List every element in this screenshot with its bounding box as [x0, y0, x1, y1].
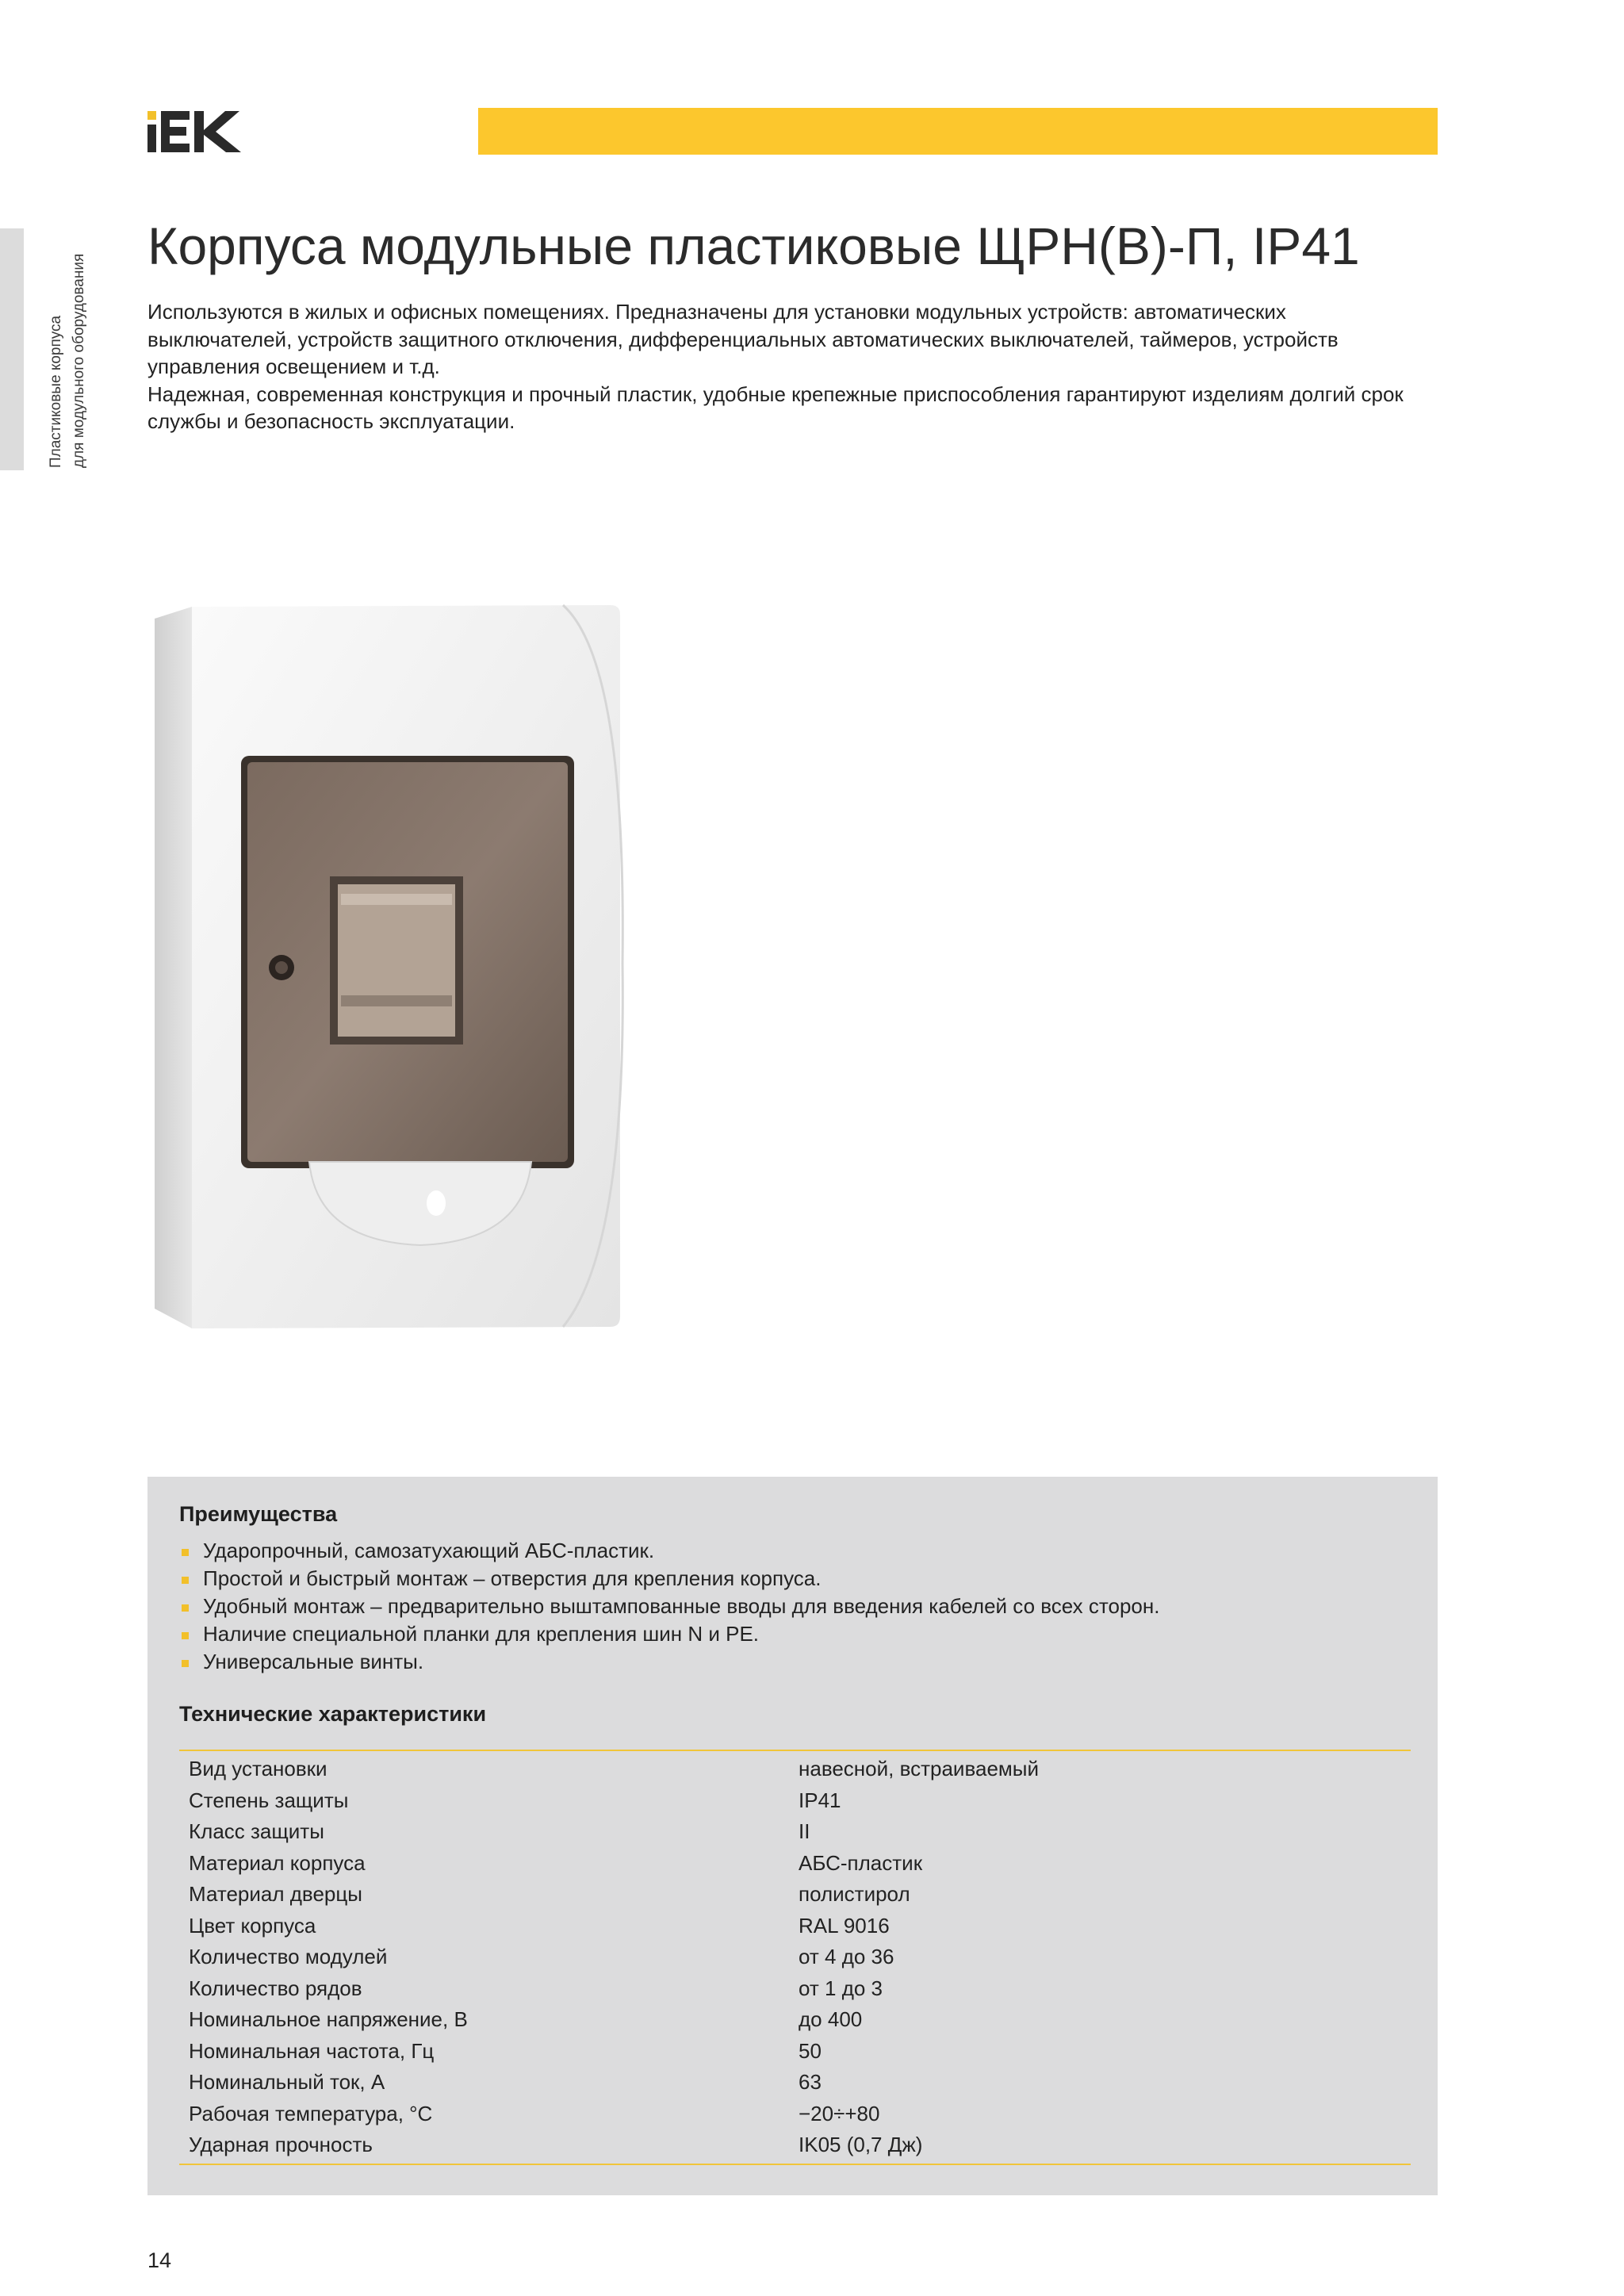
spec-label: Степень защиты	[189, 1788, 349, 1812]
spec-value: навесной, встраиваемый	[799, 1757, 1039, 1780]
spec-value: до 400	[799, 2007, 863, 2031]
spec-label: Ударная прочность	[189, 2133, 373, 2156]
table-row	[179, 1911, 1411, 1942]
list-item: Универсальные винты.	[179, 1648, 1159, 1676]
table-row	[179, 1973, 1411, 2005]
side-label-line1: Пластиковые корпуса	[48, 315, 64, 468]
spec-label: Номинальная частота, Гц	[189, 2038, 435, 2063]
list-item: Наличие специальной планки для крепления шин N и PE.	[179, 1620, 1159, 1648]
table-row	[179, 2036, 1411, 2068]
side-tab	[0, 228, 24, 470]
spec-value: RAL 9016	[799, 1913, 890, 1938]
table-row	[179, 1879, 1411, 1911]
table-row	[179, 2099, 1411, 2130]
product-image	[151, 599, 626, 1336]
spec-value: АБС-пластик	[799, 1850, 923, 1875]
list-item: Удобный монтаж – предварительно выштампованные вводы для введения кабелей со всех сторон.	[179, 1593, 1159, 1620]
spec-label: Номинальное напряжение, В	[189, 2007, 468, 2031]
spec-label: Вид установки	[189, 1757, 327, 1780]
page-title: Корпуса модульные пластиковые ЩРН(В)-П, IP41	[147, 217, 1360, 275]
spec-label: Количество рядов	[189, 1976, 362, 2000]
table-row	[179, 1750, 1411, 1785]
spec-value: от 4 до 36	[799, 1945, 894, 1968]
specs-panel	[147, 1477, 1438, 2195]
header-accent-bar	[478, 108, 1438, 155]
intro-paragraph-1: Используются в жилых и офисных помещениях. Предназначены для установки модульных устройств: автоматических выключателей, устройств защитного отключения, дифференциальных автоматических выключателей, таймеров, устройств управления освещением и т.д.	[147, 300, 1339, 378]
list-item: Простой и быстрый монтаж – отверстия для крепления корпуса.	[179, 1565, 1159, 1593]
spec-label: Материал корпуса	[189, 1850, 366, 1875]
spec-value: II	[799, 1819, 810, 1843]
list-item: Ударопрочный, самозатухающий АБС-пластик.	[179, 1537, 1159, 1565]
intro-text	[147, 298, 1416, 435]
advantages-heading: Преимущества	[179, 1502, 338, 1526]
spec-value: −20÷+80	[799, 2101, 880, 2125]
side-label-line2: для модульного оборудования	[71, 253, 87, 468]
spec-value: IK05 (0,7 Дж)	[799, 2133, 923, 2156]
table-row	[179, 2067, 1411, 2099]
spec-label: Цвет корпуса	[189, 1913, 316, 1938]
spec-label: Класс защиты	[189, 1819, 324, 1843]
advantages-list	[179, 1537, 1159, 1676]
table-row	[179, 2004, 1411, 2036]
spec-label: Количество модулей	[189, 1945, 388, 1968]
intro-paragraph-2: Надежная, современная конструкция и прочный пластик, удобные крепежные приспособления гарантируют изделиям долгий срок службы и безопасность эксплуатации.	[147, 381, 1404, 433]
spec-value: 50	[799, 2038, 822, 2063]
specs-heading: Технические характеристики	[179, 1702, 487, 1726]
table-row	[179, 1848, 1411, 1880]
page-number: 14	[147, 2248, 172, 2272]
spec-label: Рабочая температура, °С	[189, 2101, 433, 2125]
table-row	[179, 1941, 1411, 1973]
spec-value: полистирол	[799, 1882, 910, 1906]
spec-label: Номинальный ток, А	[189, 2070, 385, 2094]
iek-logo	[147, 111, 241, 152]
spec-value: 63	[799, 2070, 822, 2094]
spec-label: Материал дверцы	[189, 1882, 362, 1906]
table-row	[179, 1816, 1411, 1848]
table-row	[179, 2129, 1411, 2164]
specs-table	[179, 1750, 1411, 2165]
side-section-label	[44, 214, 90, 468]
table-row	[179, 1785, 1411, 1817]
spec-value: от 1 до 3	[799, 1976, 883, 2000]
spec-value: IP41	[799, 1788, 841, 1812]
